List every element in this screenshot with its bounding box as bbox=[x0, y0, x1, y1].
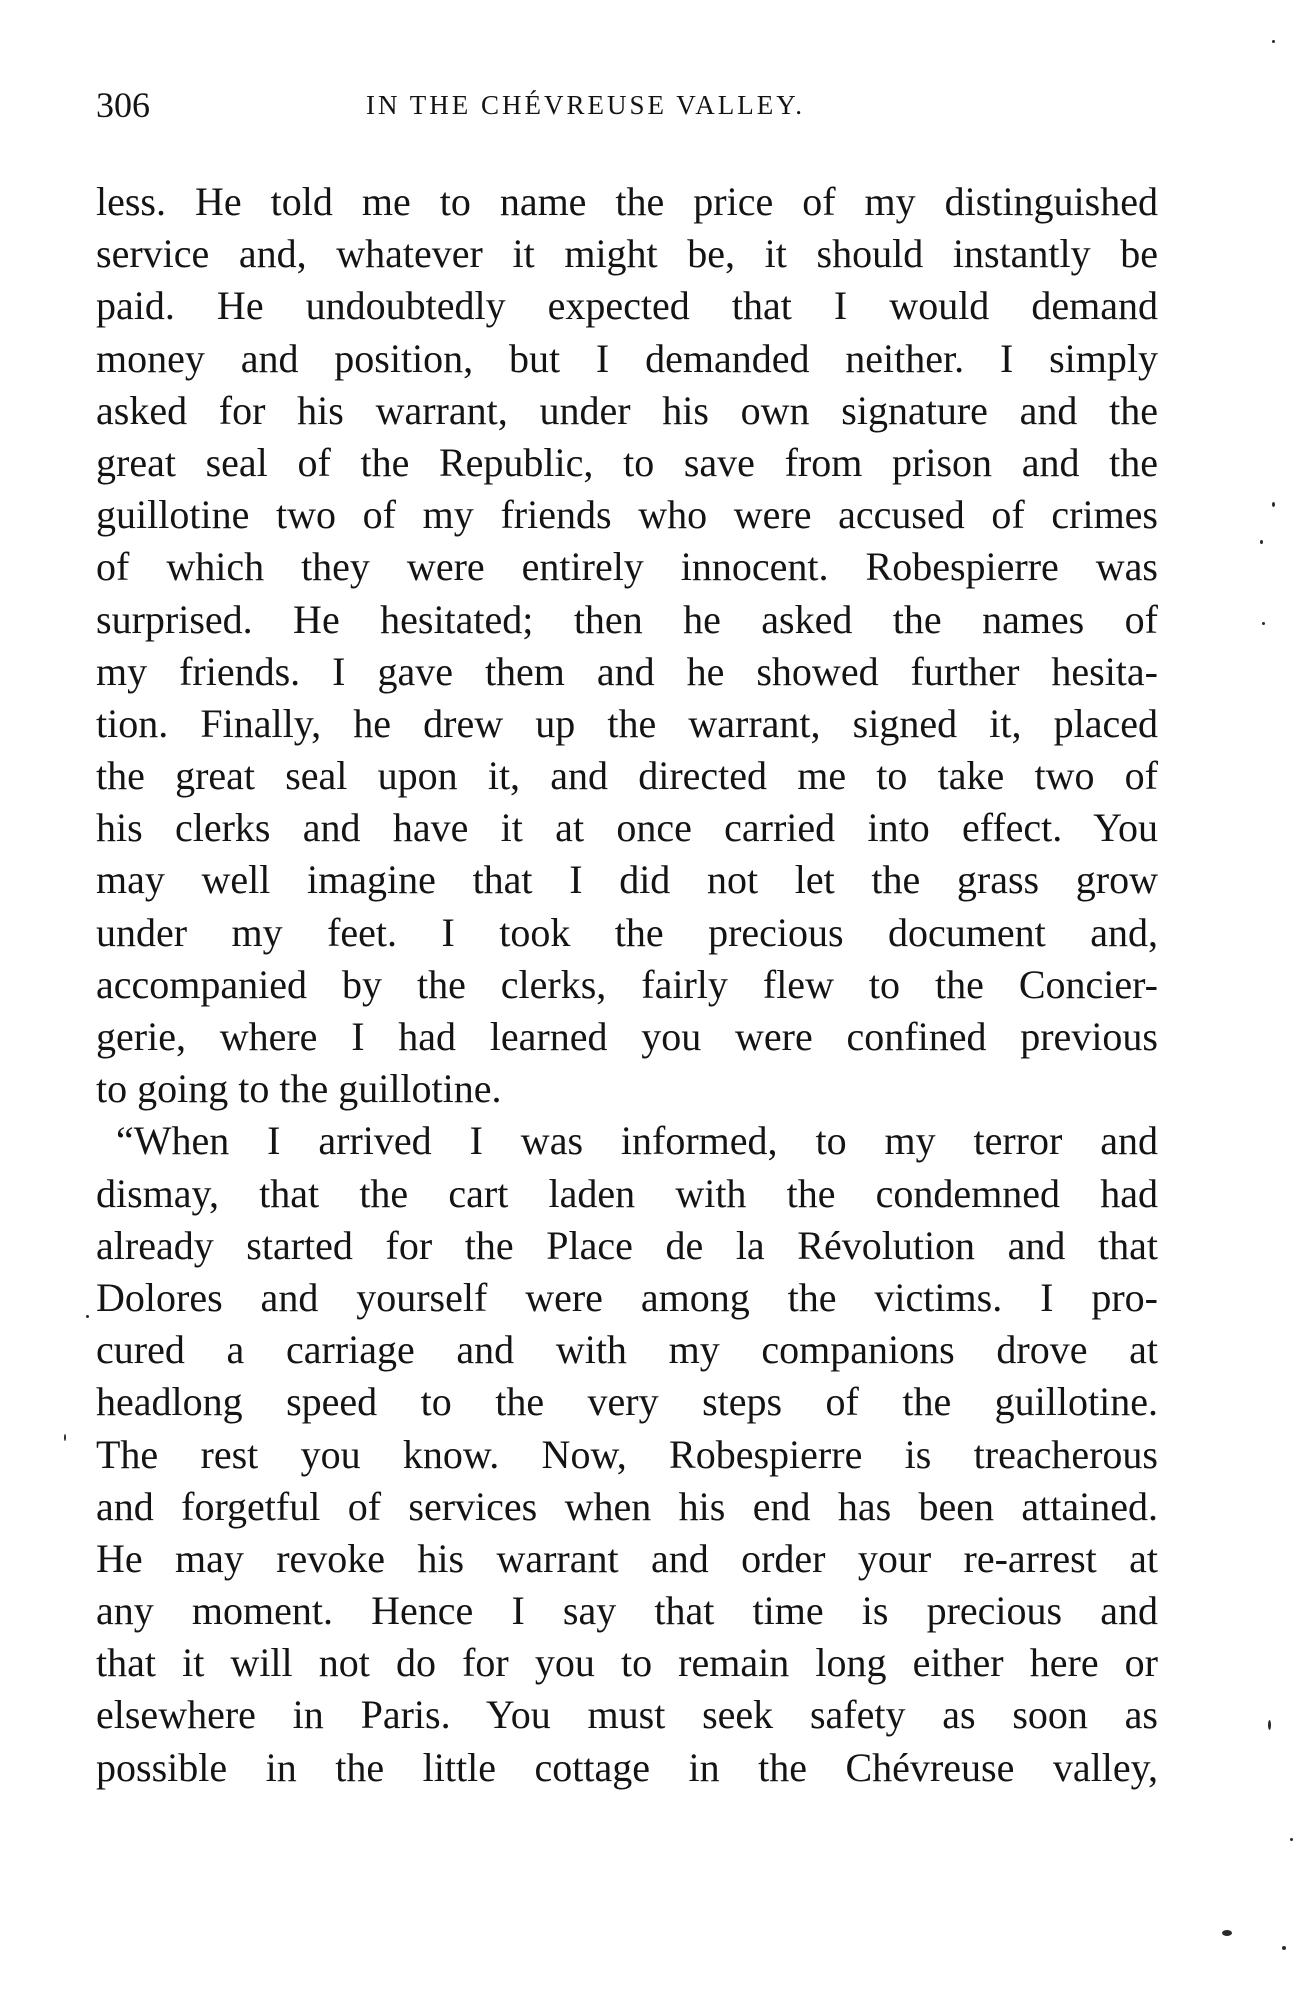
scan-speck bbox=[1272, 40, 1275, 43]
text-line: He may revoke his warrant and order your re-arrest at bbox=[96, 1535, 1158, 1581]
scan-speck bbox=[1272, 502, 1275, 507]
text-line: gerie, where I had learned you were confined previous bbox=[96, 1014, 1158, 1059]
scan-speck bbox=[1290, 1838, 1293, 1841]
text-line: great seal of the Republic, to save from prison and the bbox=[96, 439, 1158, 485]
text-line: guillotine two of my friends who were accused of crimes bbox=[96, 492, 1158, 538]
body-text bbox=[96, 176, 1158, 1794]
text-line: service and, whatever it might be, it should instantly be bbox=[96, 231, 1158, 277]
scan-speck bbox=[1262, 622, 1265, 625]
text-line: already started for the Place de la Révolution and that bbox=[96, 1222, 1158, 1268]
scan-speck bbox=[64, 1434, 66, 1441]
scan-speck bbox=[1268, 1720, 1271, 1730]
text-line: under my feet. I took the precious document and, bbox=[96, 909, 1158, 955]
text-line: asked for his warrant, under his own signature and the bbox=[96, 387, 1158, 433]
text-line: Dolores and yourself were among the victims. I pro- bbox=[96, 1274, 1158, 1320]
scan-speck bbox=[1222, 1930, 1232, 1936]
page-number: 306 bbox=[96, 85, 150, 125]
text-line: “When I arrived I was informed, to my terror and bbox=[116, 1118, 1158, 1164]
running-head bbox=[96, 80, 1156, 130]
text-line: dismay, that the cart laden with the condemned had bbox=[96, 1170, 1158, 1216]
text-line: and forgetful of services when his end has been attained. bbox=[96, 1483, 1158, 1529]
text-line: possible in the little cottage in the Chévreuse valley, bbox=[96, 1744, 1158, 1790]
scan-speck bbox=[1282, 1946, 1286, 1950]
text-line: his clerks and have it at once carried into effect. You bbox=[96, 805, 1158, 851]
text-line: elsewhere in Paris. You must seek safety as soon as bbox=[96, 1692, 1158, 1738]
text-line: tion. Finally, he drew up the warrant, signed it, placed bbox=[96, 700, 1158, 746]
text-line: any moment. Hence I say that time is precious and bbox=[96, 1588, 1158, 1634]
text-line: of which they were entirely innocent. Robespierre was bbox=[96, 544, 1158, 590]
text-line: accompanied by the clerks, fairly flew to the Concier- bbox=[96, 961, 1158, 1007]
text-line: may well imagine that I did not let the grass grow bbox=[96, 857, 1158, 903]
text-line: cured a carriage and with my companions drove at bbox=[96, 1327, 1158, 1373]
text-line: to going to the guillotine. bbox=[96, 1066, 502, 1112]
text-line: paid. He undoubtedly expected that I would demand bbox=[96, 283, 1158, 329]
text-line: less. He told me to name the price of my distinguished bbox=[96, 179, 1158, 224]
text-line: money and position, but I demanded neither. I simply bbox=[96, 335, 1158, 381]
scan-speck bbox=[86, 1315, 89, 1318]
text-line: headlong speed to the very steps of the guillotine. bbox=[96, 1379, 1158, 1425]
text-line: surprised. He hesitated; then he asked the names of bbox=[96, 596, 1158, 642]
text-line: the great seal upon it, and directed me to take two of bbox=[96, 753, 1158, 799]
text-line: The rest you know. Now, Robespierre is treacherous bbox=[96, 1431, 1158, 1477]
scan-speck bbox=[1260, 540, 1263, 544]
text-line: my friends. I gave them and he showed further hesita- bbox=[96, 648, 1158, 694]
running-title: IN THE CHÉVREUSE VALLEY. bbox=[366, 90, 806, 120]
text-line: that it will not do for you to remain long either here or bbox=[96, 1640, 1158, 1686]
